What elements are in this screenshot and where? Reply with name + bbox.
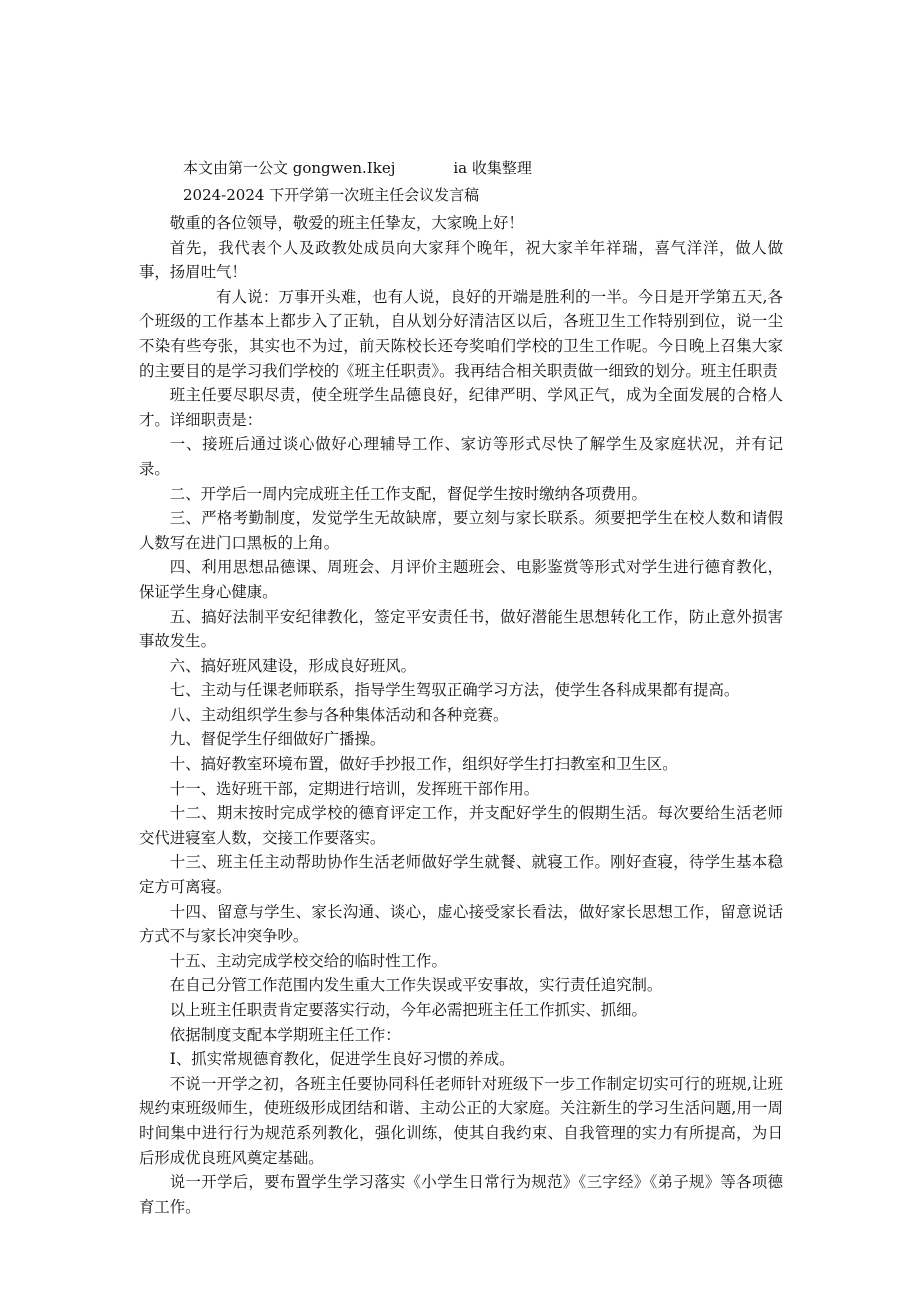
list-item: 十五、主动完成学校交给的临时性工作。 <box>169 951 447 970</box>
list-item: 十、搞好教室环境布置，做好手抄报工作，组织好学生打扫教室和卫生区。 <box>169 755 678 774</box>
list-item: 十四、留意与学生、家长沟通、谈心，虚心接受家长看法，做好家长思想工作，留意说话方式不与家长冲突争吵。 <box>139 902 783 946</box>
paragraph: 以上班主任职责肯定要落实行动，今年必需把班主任工作抓实、抓细。 <box>169 1001 647 1019</box>
list-item: 八、主动组织学生参与各种集体活动和各种竞赛。 <box>169 705 509 724</box>
list-item: 三、严格考勤制度，发觉学生无故缺席，要立刻与家长联系。须要把学生在校人数和请假人数写在进门口黑板的上角。 <box>139 509 783 552</box>
source-line <box>183 158 532 178</box>
paragraph-greeting: 敬重的各位领导，敬爱的班主任挚友，大家晚上好！ <box>169 214 524 232</box>
source-right: ia 收集整理 <box>453 159 532 177</box>
list-item: 五、搞好法制平安纪律教化，签定平安责任书，做好潜能生思想转化工作，防止意外损害事故发生。 <box>139 607 783 651</box>
list-item: 七、主动与任课老师联系，指导学生驾驭正确学习方法，使学生各科成果都有提高。 <box>169 681 740 700</box>
section-heading: I、抓实常规德育教化，促进学生良好习惯的养成。 <box>169 1050 515 1069</box>
list-item: 十三、班主任主动帮助协作生活老师做好学生就餐、就寝工作。刚好查寝，待学生基本稳定方可离寝。 <box>139 853 783 897</box>
paragraph: 依据制度支配本学期班主任工作： <box>169 1025 401 1044</box>
list-item: 四、利用思想品德课、周班会、月评价主题班会、电影鉴赏等形式对学生进行德育教化，保证学生身心健康。 <box>139 558 783 601</box>
paragraph: 有人说：万事开头难，也有人说，良好的开端是胜利的一半。今日是开学第五天,各个班级的工作基本上都步入了正轨，自从划分好清洁区以后，各班卫生工作特别到位，说一尘不染有些夸张，其实也不为过，前天陈校长还夸奖咱们学校的卫生工作呢。今日晚上召集大家的主要目的是学习我们学校的《班主任职责》。我再结合相关职责做一细致的划分。班主任职责 <box>139 287 783 380</box>
paragraph: 在自己分管工作范围内发生重大工作失误或平安事故，实行责任追究制。 <box>169 976 663 995</box>
list-item: 一、接班后通过谈心做好心理辅导工作、家访等形式尽快了解学生及家庭状况，并有记录。 <box>139 435 783 478</box>
list-item: 十一、选好班干部，定期进行培训，发挥班干部作用。 <box>169 779 540 798</box>
document-body <box>139 211 783 1219</box>
list-item: 六、搞好班风建设，形成良好班风。 <box>169 656 417 675</box>
source-left: 本文由第一公文 gongwen.Ikej <box>183 159 396 177</box>
list-item: 二、开学后一周内完成班主任工作支配，督促学生按时缴纳各项费用。 <box>169 484 647 503</box>
paragraph: 不说一开学之初，各班主任要协同科任老师针对班级下一步工作制定切实可行的班规,让班规约束班级师生，使班级形成团结和谐、主动公正的大家庭。关注新生的学习生活问题,用一周时间集中进行行为规范系列教化，强化训练，使其自我约束、自我管理的实力有所提高，为日后形成优良班风奠定基础。 <box>139 1074 783 1167</box>
list-item: 十二、期末按时完成学校的德育评定工作，并支配好学生的假期生活。每次要给生活老师交代进寝室人数，交接工作要落实。 <box>139 804 783 847</box>
document-title: 2024-2024 下开学第一次班主任会议发言稿 <box>183 186 480 204</box>
list-item: 九、督促学生仔细做好广播操。 <box>169 730 386 749</box>
paragraph: 说一开学后，要布置学生学习落实《小学生日常行为规范》《三字经》《弟子规》等各项德育工作。 <box>139 1173 783 1216</box>
paragraph: 班主任要尽职尽责，使全班学生品德良好，纪律严明、学风正气，成为全面发展的合格人才。详细职责是： <box>139 386 783 429</box>
paragraph: 首先，我代表个人及政教处成员向大家拜个晚年，祝大家羊年祥瑞，喜气洋洋，做人做事，扬眉吐气！ <box>139 238 783 282</box>
